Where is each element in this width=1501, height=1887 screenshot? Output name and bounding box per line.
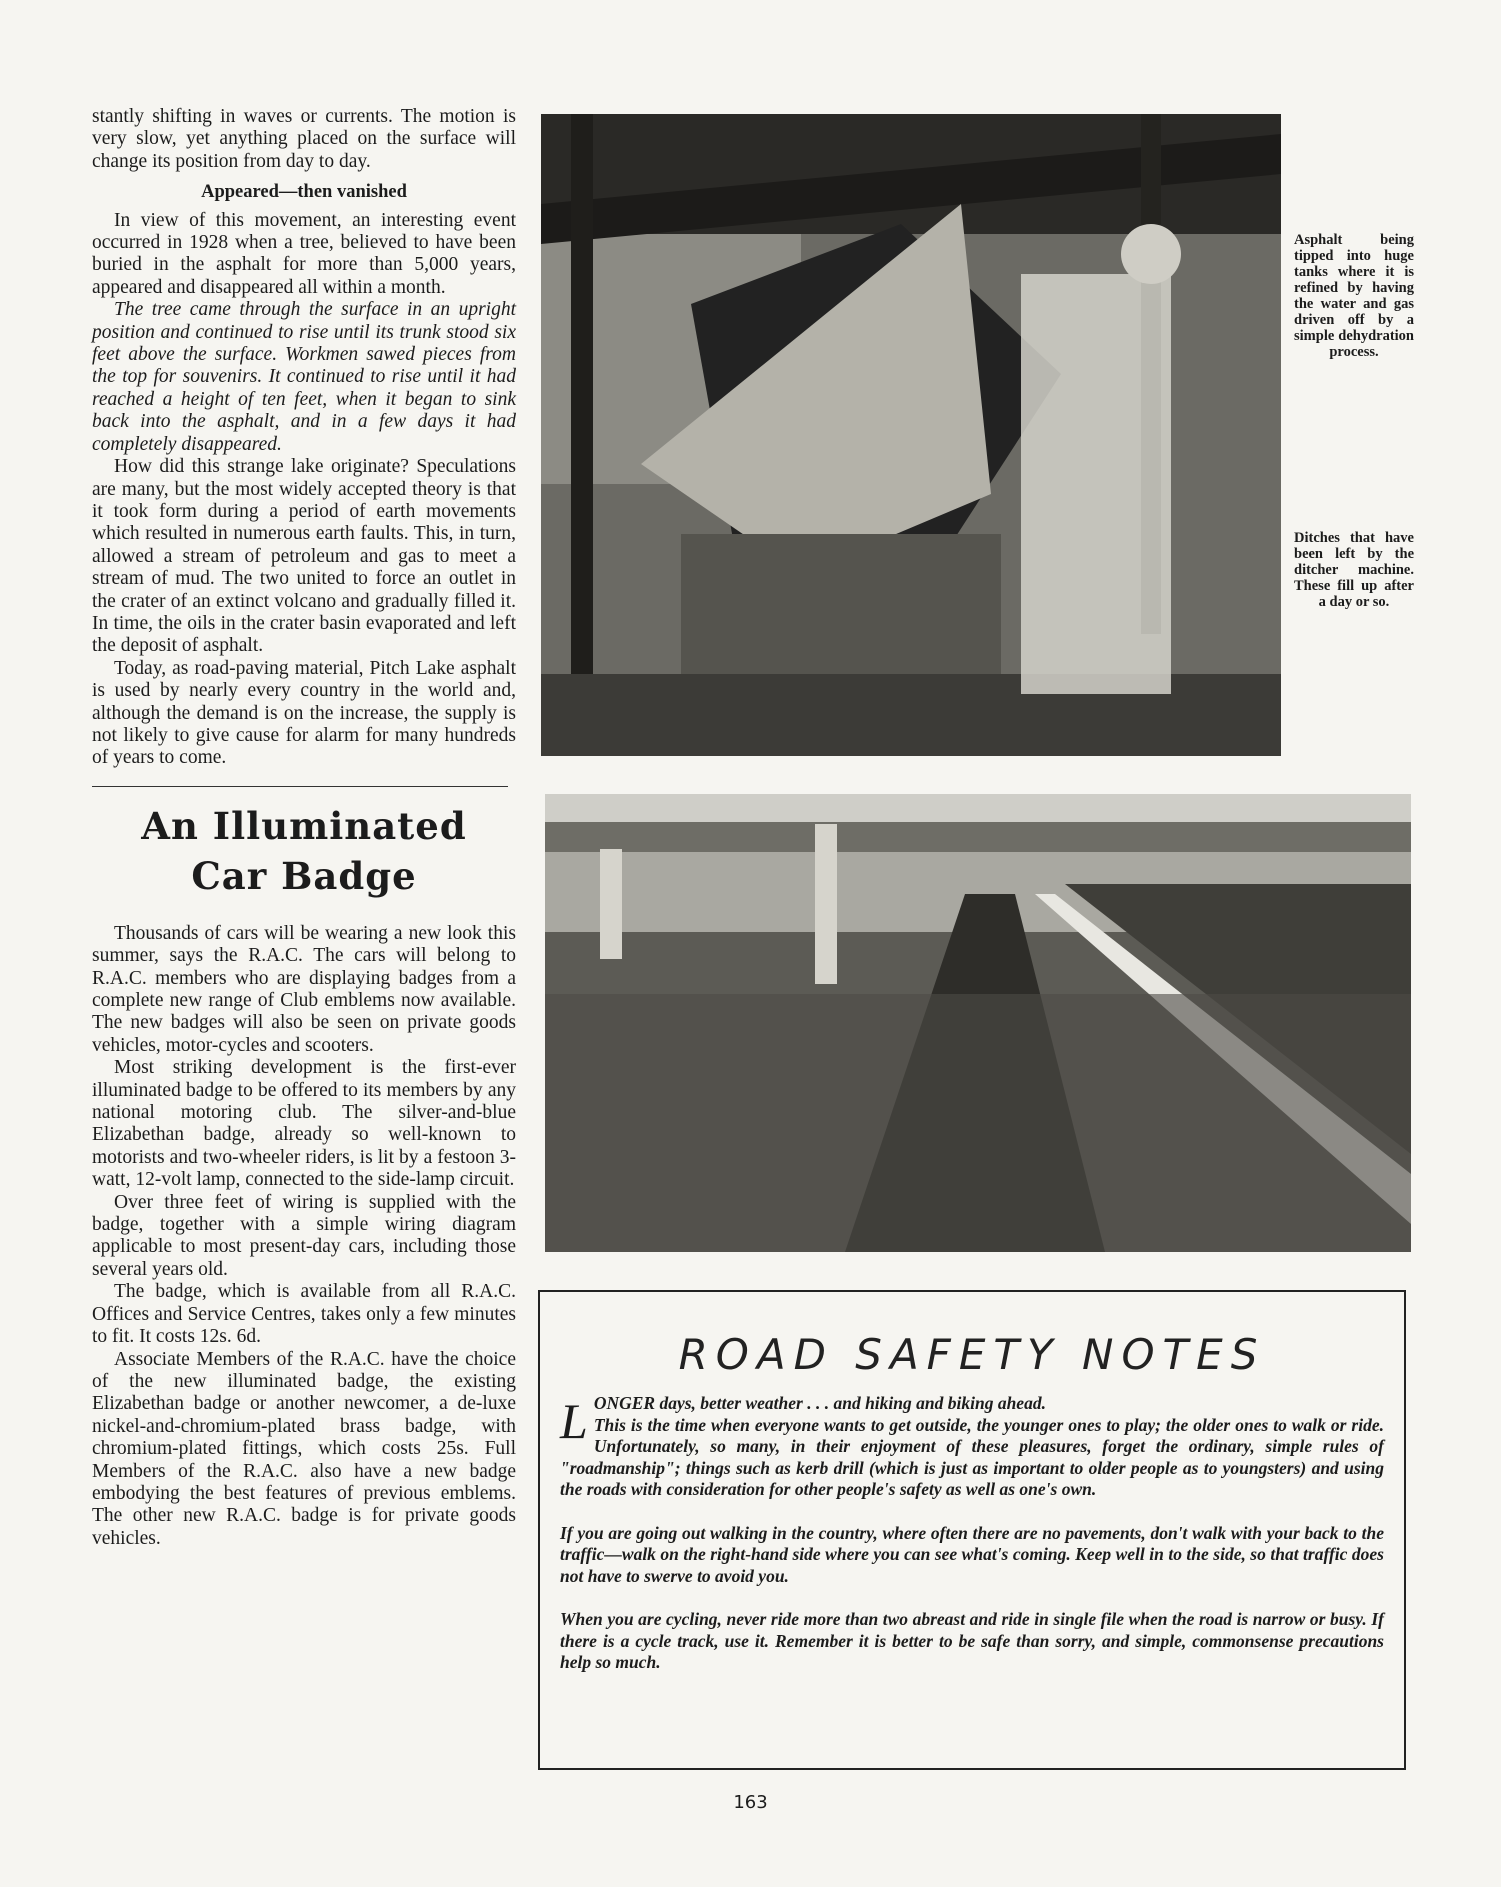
headline-line-1: An Illuminated — [141, 803, 467, 848]
road-safety-body — [540, 1393, 1404, 1674]
paragraph-today: Today, as road-paving material, Pitch Lake asphalt is used by nearly every country in the world and, although the demand is on the increase, the supply is not likely to give cause for alarm for many hundreds of years to come. — [92, 657, 516, 769]
badge-headline — [92, 801, 516, 901]
badge-paragraph-3: Over three feet of wiring is supplied with the badge, together with a simple wiring diagram applicable to most present-day cars, including those several years old. — [92, 1191, 516, 1280]
photo-asphalt-tipping — [541, 114, 1281, 756]
road-safety-paragraph-1 — [560, 1393, 1384, 1501]
drop-cap: L — [560, 1393, 588, 1449]
road-safety-paragraph-cycling: When you are cycling, never ride more than two abreast and ride in single file when the road is narrow or busy. If there is a cycle track, use it. Remember it is better to be safe than sorry, and simple, commonsense precautions help so much. — [560, 1609, 1384, 1672]
badge-paragraph-1: Thousands of cars will be wearing a new look this summer, says the R.A.C. The cars will belong to R.A.C. members who are displaying badges from a complete new range of Club emblems now available. The new badges will also be seen on private goods vehicles, motor-cycles and scooters. — [92, 922, 516, 1056]
intro-paragraph: stantly shifting in waves or currents. The motion is very slow, yet anything placed on the surface will change its position from day to day. — [92, 106, 516, 172]
subhead-appeared-vanished: Appeared—then vanished — [201, 182, 407, 203]
page-number: 163 — [733, 1792, 768, 1813]
road-safety-paragraph-walking: If you are going out walking in the country, where often there are no pavements, don't walk with your back to the traffic—walk on the right-hand side where you can see what's coming. Keep well in to the side, so that traffic does not have to swerve to avoid you. — [560, 1522, 1384, 1586]
badge-paragraph-4: The badge, which is available from all R.A.C. Offices and Service Centres, takes only a few minutes to fit. It costs 12s. 6d. — [92, 1281, 516, 1348]
left-column — [92, 106, 516, 1550]
road-safety-title: ROAD SAFETY NOTES — [678, 1330, 1266, 1379]
section-divider — [92, 786, 508, 787]
road-safety-notes-box — [538, 1290, 1406, 1770]
badge-paragraph-2: Most striking development is the first-ever illuminated badge to be offered to its members by any national motoring club. The silver-and-blue Elizabethan badge, already so well-known to motorists and two-wheeler riders, is lit by a festoon 3-watt, 12-volt lamp, connected to the side-lamp circuit. — [92, 1057, 516, 1191]
paragraph-tree-italic: The tree came through the surface in an upright position and continued to rise until its trunk stood six feet above the surface. Workmen sawed pieces from the top for souvenirs. It continued to rise until it had reached a height of ten feet, when it began to sink back into the asphalt, and in a few days it had completely disappeared. — [92, 299, 516, 455]
caption-top-photo: Asphalt being tipped into huge tanks where it is refined by having the water and gas driven off by a simple dehydration process. — [1294, 232, 1414, 360]
paragraph-1928-event: In view of this movement, an interesting event occurred in 1928 when a tree, believed to have been buried in the asphalt for more than 5,000 years, appeared and disappeared all within a month. — [92, 209, 516, 298]
badge-paragraph-5: Associate Members of the R.A.C. have the choice of the new illuminated badge, the existing Elizabethan badge or another newcomer, a de-luxe nickel-and-chromium-plated brass badge, with chromium-plated fittings, which costs 25s. Full Members of the R.A.C. also have a new badge embodying the best features of previous emblems. The other new R.A.C. badge is for private goods vehicles. — [92, 1348, 516, 1549]
road-safety-paragraph-1-continued: This is the time when everyone wants to get outside, the younger ones to play; the older ones to walk or ride. Unfortunately, so many, in their enjoyment of these pleasures, forget the ordinary, simple rules of "roadmanship"; things such as kerb drill (which is just as important to older people as to youngsters) and using the roads with consideration for other people's safety as well as one's own. — [560, 1414, 1384, 1499]
headline-line-2: Car Badge — [191, 853, 417, 898]
paragraph-lake-origin: How did this strange lake originate? Speculations are many, but the most widely accepted theory is that it took form during a period of earth movements which resulted in numerous earth faults. This, in turn, allowed a stream of petroleum and gas to meet a stream of mud. The two united to force an outlet in the crater of an extinct volcano and gradually filled it. In time, the oils in the crater basin evaporated and left the deposit of asphalt. — [92, 456, 516, 657]
photo-ditches — [545, 794, 1411, 1252]
caption-bottom-photo: Ditches that have been left by the ditcher machine. These fill up after a day or so. — [1294, 530, 1414, 610]
road-safety-lead-line: ONGER days, better weather . . . and hiking and biking ahead. — [593, 1393, 1046, 1413]
